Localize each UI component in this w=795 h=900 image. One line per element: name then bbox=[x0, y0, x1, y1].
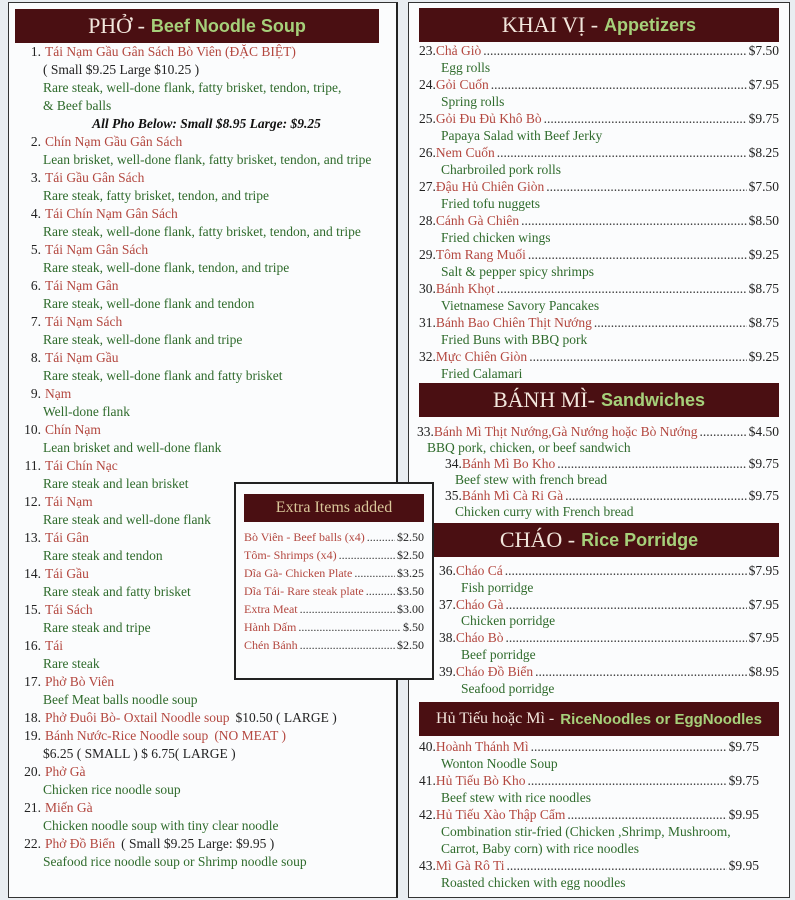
khaivi-title-en: Appetizers bbox=[604, 14, 697, 35]
item-desc: Chicken curry with French bread bbox=[455, 504, 634, 519]
extra-item bbox=[244, 564, 424, 582]
item-name: Miến Gà bbox=[45, 800, 93, 815]
item-desc: Salt & pepper spicy shrimps bbox=[441, 264, 594, 279]
item-name: Tôm Rang Muối bbox=[435, 247, 526, 262]
item-number: 29. bbox=[419, 247, 436, 262]
item-number: 36. bbox=[439, 563, 456, 578]
item-desc: Rare steak, well-done flank and tendon bbox=[43, 296, 255, 311]
item-name: Mì Gà Rô Ti bbox=[435, 858, 505, 873]
leader-dots bbox=[507, 857, 727, 874]
item-number: 42. bbox=[419, 807, 436, 822]
menu-item bbox=[419, 738, 759, 755]
item-desc: Spring rolls bbox=[441, 94, 505, 109]
item-desc: Rare steak, well-done flank, fatty brisket, tendon, tripe, bbox=[43, 80, 342, 95]
item-name: Bánh Nước-Rice Noodle soup bbox=[45, 728, 209, 743]
pho-title-en: Beef Noodle Soup bbox=[150, 15, 306, 36]
item-name: Phở Bò Viên bbox=[45, 674, 115, 689]
item-number: 25. bbox=[419, 111, 436, 126]
extra-items-box bbox=[234, 482, 434, 680]
leader-dots bbox=[544, 110, 747, 127]
menu-item bbox=[419, 348, 779, 365]
item-price: $9.25 bbox=[748, 247, 779, 262]
item-name: Phở Gà bbox=[45, 764, 86, 779]
pho-list bbox=[19, 43, 394, 871]
item-desc: Beef stew with french bread bbox=[455, 472, 608, 487]
item-number: 13. bbox=[24, 530, 41, 545]
item-number: 21. bbox=[24, 800, 41, 815]
item-number: 18. bbox=[24, 710, 41, 725]
hutieu-title: Hủ Tiếu hoặc Mì - bbox=[436, 710, 555, 727]
item-desc: Fish porridge bbox=[461, 579, 534, 595]
menu-item bbox=[439, 664, 779, 681]
item-name: Bánh Mì Thịt Nướng,Gà Nướng hoặc Bò Nướng bbox=[433, 424, 698, 439]
item-name: Bánh Mì Cà Ri Gà bbox=[461, 488, 564, 503]
menu-item bbox=[417, 488, 779, 504]
item-name: Tái Nạm Gân Sách bbox=[45, 242, 149, 257]
item-name: Đậu Hủ Chiên Giòn bbox=[435, 179, 545, 194]
item-desc: & Beef balls bbox=[43, 98, 112, 113]
item-desc: Beef porridge bbox=[461, 646, 536, 662]
item-desc: Charbroiled pork rolls bbox=[441, 162, 561, 177]
item-desc: Rare steak, well-done flank, fatty brisket, tendon, and tripe bbox=[43, 224, 361, 239]
menu-item bbox=[19, 709, 394, 727]
leader-dots bbox=[567, 806, 726, 823]
extra-name: Chén Bánh bbox=[244, 638, 298, 652]
item-price: $8.95 bbox=[748, 663, 779, 679]
menu-item bbox=[19, 349, 394, 367]
item-price: $8.25 bbox=[748, 145, 779, 160]
item-name: Tái Gầu Gân Sách bbox=[45, 170, 145, 185]
item-name: Tái Sách bbox=[45, 602, 93, 617]
item-price: $8.75 bbox=[748, 315, 779, 330]
item-number: 16. bbox=[24, 638, 41, 653]
item-number: 7. bbox=[30, 314, 41, 329]
item-name: Chín Nạm Gầu Gân Sách bbox=[45, 134, 183, 149]
item-number: 8. bbox=[30, 350, 41, 365]
extra-price: $.50 bbox=[403, 620, 424, 634]
banhmi-title: BÁNH MÌ- bbox=[492, 387, 595, 412]
item-name: Gỏi Cuốn bbox=[435, 77, 489, 92]
item-desc: Roasted chicken with egg noodles bbox=[441, 875, 626, 890]
item-number: 9. bbox=[30, 386, 41, 401]
item-number: 14. bbox=[24, 566, 41, 581]
item-number: 43. bbox=[419, 858, 436, 873]
item-name: Cánh Gà Chiên bbox=[435, 213, 520, 228]
item-price: $8.50 bbox=[748, 213, 779, 228]
menu-item bbox=[419, 246, 779, 263]
item-desc: Rare steak and tendon bbox=[43, 548, 163, 563]
pho-column bbox=[8, 2, 398, 898]
item-name: Hủ Tiếu Xào Thập Cẩm bbox=[435, 807, 566, 822]
item-desc: Rare steak bbox=[43, 656, 100, 671]
item-desc: Combination stir-fried (Chicken ,Shrimp, Mushroom, bbox=[441, 824, 731, 839]
item-name: Tái Chín Nạm Gân Sách bbox=[45, 206, 178, 221]
item-number: 1. bbox=[30, 44, 41, 59]
item-desc: Rare steak, well-done flank and fatty brisket bbox=[43, 368, 283, 383]
menu-item bbox=[19, 133, 394, 151]
leader-dots bbox=[366, 582, 395, 600]
item-number: 17. bbox=[24, 674, 41, 689]
leader-dots bbox=[529, 348, 746, 365]
extra-name: Dĩa Gà- Chicken Plate bbox=[244, 566, 353, 580]
extra-price: $2.50 bbox=[397, 638, 424, 652]
item-number: 34. bbox=[445, 456, 462, 471]
pho-title: PHỞ - bbox=[88, 13, 145, 38]
item-name: Hủ Tiếu Bò Kho bbox=[435, 773, 526, 788]
menu-item bbox=[19, 169, 394, 187]
menu-item bbox=[19, 421, 394, 439]
leader-dots bbox=[506, 597, 747, 614]
menu-item bbox=[417, 424, 779, 440]
leader-dots bbox=[497, 144, 747, 161]
extra-item bbox=[244, 618, 424, 636]
leader-dots bbox=[491, 76, 747, 93]
extra-name: Tôm- Shrimps (x4) bbox=[244, 548, 337, 562]
item-number: 23. bbox=[419, 43, 436, 58]
item-price: $9.95 bbox=[728, 858, 759, 873]
item-desc: Fried Buns with BBQ pork bbox=[441, 332, 588, 347]
item-desc: Seafood porridge bbox=[461, 680, 555, 696]
item-name: Cháo Đồ Biển bbox=[455, 663, 534, 679]
item-desc: Chicken porridge bbox=[461, 613, 556, 629]
extra-item bbox=[244, 636, 424, 654]
item-desc: BBQ pork, chicken, or beef sandwich bbox=[427, 440, 631, 455]
item-price: $10.50 ( LARGE ) bbox=[235, 710, 337, 725]
item-number: 6. bbox=[30, 278, 41, 293]
item-desc: Chicken rice noodle soup bbox=[43, 782, 181, 797]
menu-item bbox=[419, 280, 779, 297]
item-number: 4. bbox=[30, 206, 41, 221]
item-number: 22. bbox=[24, 836, 41, 851]
item-price: $9.75 bbox=[728, 773, 759, 788]
item-desc: Fried chicken wings bbox=[441, 230, 551, 245]
leader-dots bbox=[528, 246, 747, 263]
menu-item bbox=[419, 857, 759, 874]
pricing-note: All Pho Below: Small $8.95 Large: $9.25 bbox=[92, 116, 321, 131]
item-number: 33. bbox=[417, 424, 434, 439]
leader-dots bbox=[546, 178, 746, 195]
extra-price: $3.50 bbox=[397, 584, 424, 598]
item-name: Cháo Bò bbox=[455, 630, 504, 646]
item-desc: Egg rolls bbox=[441, 60, 491, 75]
extra-item bbox=[244, 582, 424, 600]
right-column bbox=[408, 2, 790, 898]
menu-item bbox=[417, 456, 779, 472]
menu-item bbox=[419, 806, 759, 823]
item-desc: Rare steak, well-done flank, tendon, and tripe bbox=[43, 260, 290, 275]
menu-item bbox=[19, 277, 394, 295]
item-price: ( Small $9.25 Large $10.25 ) bbox=[43, 62, 200, 77]
item-desc: Rare steak, fatty brisket, tendon, and tripe bbox=[43, 188, 270, 203]
item-desc: Beef Meat balls noodle soup bbox=[43, 692, 198, 707]
menu-item bbox=[19, 313, 394, 331]
leader-dots bbox=[565, 488, 747, 504]
menu-item bbox=[19, 385, 394, 403]
menu-item bbox=[19, 241, 394, 259]
item-number: 37. bbox=[439, 596, 456, 612]
extra-price: $2.50 bbox=[397, 530, 424, 544]
item-note: (NO MEAT ) bbox=[214, 728, 287, 743]
menu-item bbox=[19, 205, 394, 223]
item-name: Tái bbox=[45, 638, 63, 653]
extra-name: Dĩa Tái- Rare steak plate bbox=[244, 584, 364, 598]
item-name: Nạm bbox=[45, 386, 72, 401]
menu-item bbox=[419, 772, 759, 789]
khaivi-title: KHAI VỊ - bbox=[501, 12, 599, 37]
item-price: $9.75 bbox=[728, 739, 759, 754]
item-price: $9.25 bbox=[748, 349, 779, 364]
item-price: $7.50 bbox=[748, 43, 779, 58]
item-number: 35. bbox=[445, 488, 462, 503]
extra-item bbox=[244, 546, 424, 564]
item-number: 24. bbox=[419, 77, 436, 92]
chao-title-en: Rice Porridge bbox=[581, 529, 699, 550]
item-number: 28. bbox=[419, 213, 436, 228]
item-name: Hoành Thánh Mì bbox=[435, 739, 529, 754]
item-price: $7.95 bbox=[748, 77, 779, 92]
item-name: Tái Chín Nạc bbox=[45, 458, 118, 473]
menu-item bbox=[419, 212, 779, 229]
item-desc: Beef stew with rice noodles bbox=[441, 790, 591, 805]
item-number: 39. bbox=[439, 663, 456, 679]
extra-name: Hành Dấm bbox=[244, 620, 297, 634]
item-price: $7.95 bbox=[748, 596, 779, 612]
item-price: $7.95 bbox=[748, 563, 779, 578]
item-number: 41. bbox=[419, 773, 436, 788]
extra-name: Extra Meat bbox=[244, 602, 298, 616]
item-name: Chả Giò bbox=[435, 43, 482, 58]
leader-dots bbox=[300, 600, 395, 618]
item-desc: Carrot, Baby corn) with rice noodles bbox=[441, 841, 639, 856]
item-number: 30. bbox=[419, 281, 436, 296]
banhmi-list bbox=[417, 424, 779, 520]
extra-name: Bò Viên - Beef balls (x4) bbox=[244, 530, 365, 544]
item-name: Chín Nạm bbox=[45, 422, 101, 437]
item-desc: Rare steak and tripe bbox=[43, 620, 151, 635]
menu-item bbox=[19, 457, 394, 475]
extra-item bbox=[244, 528, 424, 546]
menu-item bbox=[419, 314, 779, 331]
item-name: Tái Gầu bbox=[45, 566, 89, 581]
leader-dots bbox=[339, 546, 395, 564]
item-desc: Papaya Salad with Beef Jerky bbox=[441, 128, 603, 143]
item-name: Phở Đuôi Bò- Oxtail Noodle soup bbox=[45, 710, 230, 725]
menu-item bbox=[19, 835, 394, 853]
hutieu-list bbox=[419, 738, 759, 891]
menu-item bbox=[19, 799, 394, 817]
item-name: Tái Gân bbox=[45, 530, 89, 545]
item-name: Gỏi Đu Đủ Khô Bò bbox=[435, 111, 542, 126]
banhmi-header bbox=[419, 383, 779, 417]
item-name: Cháo Cá bbox=[455, 563, 503, 578]
item-name: Phở Đồ Biển bbox=[45, 836, 116, 851]
item-desc: Fried Calamari bbox=[441, 366, 523, 381]
item-desc: Fried tofu nuggets bbox=[441, 196, 540, 211]
banhmi-title-en: Sandwiches bbox=[601, 389, 706, 410]
menu-item bbox=[419, 144, 779, 161]
item-number: 32. bbox=[419, 349, 436, 364]
item-desc: Well-done flank bbox=[43, 404, 131, 419]
item-price: $6.25 ( SMALL ) $ 6.75( LARGE ) bbox=[43, 746, 236, 761]
item-price: $7.50 bbox=[748, 179, 779, 194]
menu-item bbox=[419, 110, 779, 127]
menu-item bbox=[19, 727, 394, 745]
menu-item bbox=[439, 630, 779, 647]
item-price: $9.75 bbox=[748, 111, 779, 126]
menu-item bbox=[19, 43, 394, 61]
menu-item bbox=[419, 178, 779, 195]
leader-dots bbox=[354, 564, 395, 582]
extra-items-list bbox=[244, 528, 424, 654]
item-number: 15. bbox=[24, 602, 41, 617]
item-name: Nem Cuốn bbox=[435, 145, 495, 160]
item-price: $9.95 bbox=[728, 807, 759, 822]
leader-dots bbox=[298, 618, 401, 636]
item-number: 3. bbox=[30, 170, 41, 185]
item-desc: Chicken noodle soup with tiny clear noodle bbox=[43, 818, 279, 833]
item-desc: Seafood rice noodle soup or Shrimp noodle soup bbox=[43, 854, 307, 869]
item-name: Tái Nạm Gầu bbox=[45, 350, 119, 365]
chao-list bbox=[439, 563, 779, 697]
leader-dots bbox=[483, 42, 746, 59]
item-number: 12. bbox=[24, 494, 41, 509]
item-name: Tái Nạm Gầu Gân Sách Bò Viên (ĐẶC BIỆT) bbox=[45, 44, 296, 59]
chao-title: CHÁO - bbox=[499, 527, 576, 552]
leader-dots bbox=[531, 738, 727, 755]
leader-dots bbox=[594, 314, 747, 331]
extra-items-title: Extra Items added bbox=[244, 494, 424, 522]
menu-item bbox=[419, 42, 779, 59]
item-price: $9.75 bbox=[748, 456, 779, 471]
item-number: 19. bbox=[24, 728, 41, 743]
leader-dots bbox=[521, 212, 747, 229]
leader-dots bbox=[367, 528, 395, 546]
item-number: 5. bbox=[30, 242, 41, 257]
item-desc: Rare steak, well-done flank and tripe bbox=[43, 332, 243, 347]
item-desc: Rare steak and fatty brisket bbox=[43, 584, 191, 599]
item-number: 40. bbox=[419, 739, 436, 754]
item-number: 38. bbox=[439, 630, 456, 646]
menu-item bbox=[439, 563, 779, 580]
item-name: Tái Nạm Gân bbox=[45, 278, 119, 293]
item-number: 31. bbox=[419, 315, 436, 330]
extra-price: $3.25 bbox=[397, 566, 424, 580]
item-price: ( Small $9.25 Large: $9.95 ) bbox=[121, 836, 275, 851]
item-desc: Rare steak and lean brisket bbox=[43, 476, 189, 491]
extra-item bbox=[244, 600, 424, 618]
item-number: 11. bbox=[24, 458, 41, 473]
item-number: 2. bbox=[30, 134, 41, 149]
item-desc: Vietnamese Savory Pancakes bbox=[441, 298, 600, 313]
item-name: Bánh Bao Chiên Thịt Nướng bbox=[435, 315, 592, 330]
item-price: $7.95 bbox=[748, 630, 779, 646]
leader-dots bbox=[535, 664, 747, 681]
menu-item bbox=[439, 597, 779, 614]
item-name: Tái Nạm bbox=[45, 494, 93, 509]
hutieu-header bbox=[419, 702, 779, 736]
item-name: Cháo Gà bbox=[455, 596, 504, 612]
hutieu-title-en: RiceNoodles or EggNoodles bbox=[560, 710, 762, 728]
extra-price: $3.00 bbox=[397, 602, 424, 616]
item-price: $8.75 bbox=[748, 281, 779, 296]
item-number: 10. bbox=[24, 422, 41, 437]
leader-dots bbox=[557, 456, 746, 472]
item-number: 26. bbox=[419, 145, 436, 160]
leader-dots bbox=[497, 280, 747, 297]
item-name: Bánh Khọt bbox=[435, 281, 495, 296]
item-price: $4.50 bbox=[748, 424, 779, 439]
khaivi-header bbox=[419, 8, 779, 42]
item-number: 27. bbox=[419, 179, 436, 194]
leader-dots bbox=[505, 563, 747, 580]
item-number: 20. bbox=[24, 764, 41, 779]
item-name: Tái Nạm Sách bbox=[45, 314, 123, 329]
pho-header bbox=[15, 9, 379, 43]
item-desc: Lean brisket and well-done flank bbox=[43, 440, 222, 455]
item-price: $9.75 bbox=[748, 488, 779, 503]
item-desc: Lean brisket, well-done flank, fatty brisket, tendon, and tripe bbox=[43, 152, 372, 167]
khaivi-list bbox=[419, 42, 779, 382]
extra-price: $2.50 bbox=[397, 548, 424, 562]
menu-item bbox=[19, 763, 394, 781]
leader-dots bbox=[300, 636, 395, 654]
item-name: Mực Chiên Giòn bbox=[435, 349, 528, 364]
leader-dots bbox=[506, 630, 747, 647]
chao-header bbox=[419, 523, 779, 557]
leader-dots bbox=[528, 772, 727, 789]
item-name: Bánh Mì Bo Kho bbox=[461, 456, 556, 471]
leader-dots bbox=[699, 424, 746, 440]
item-desc: Rare steak and well-done flank bbox=[43, 512, 211, 527]
menu-item bbox=[419, 76, 779, 93]
item-desc: Wonton Noodle Soup bbox=[441, 756, 558, 771]
